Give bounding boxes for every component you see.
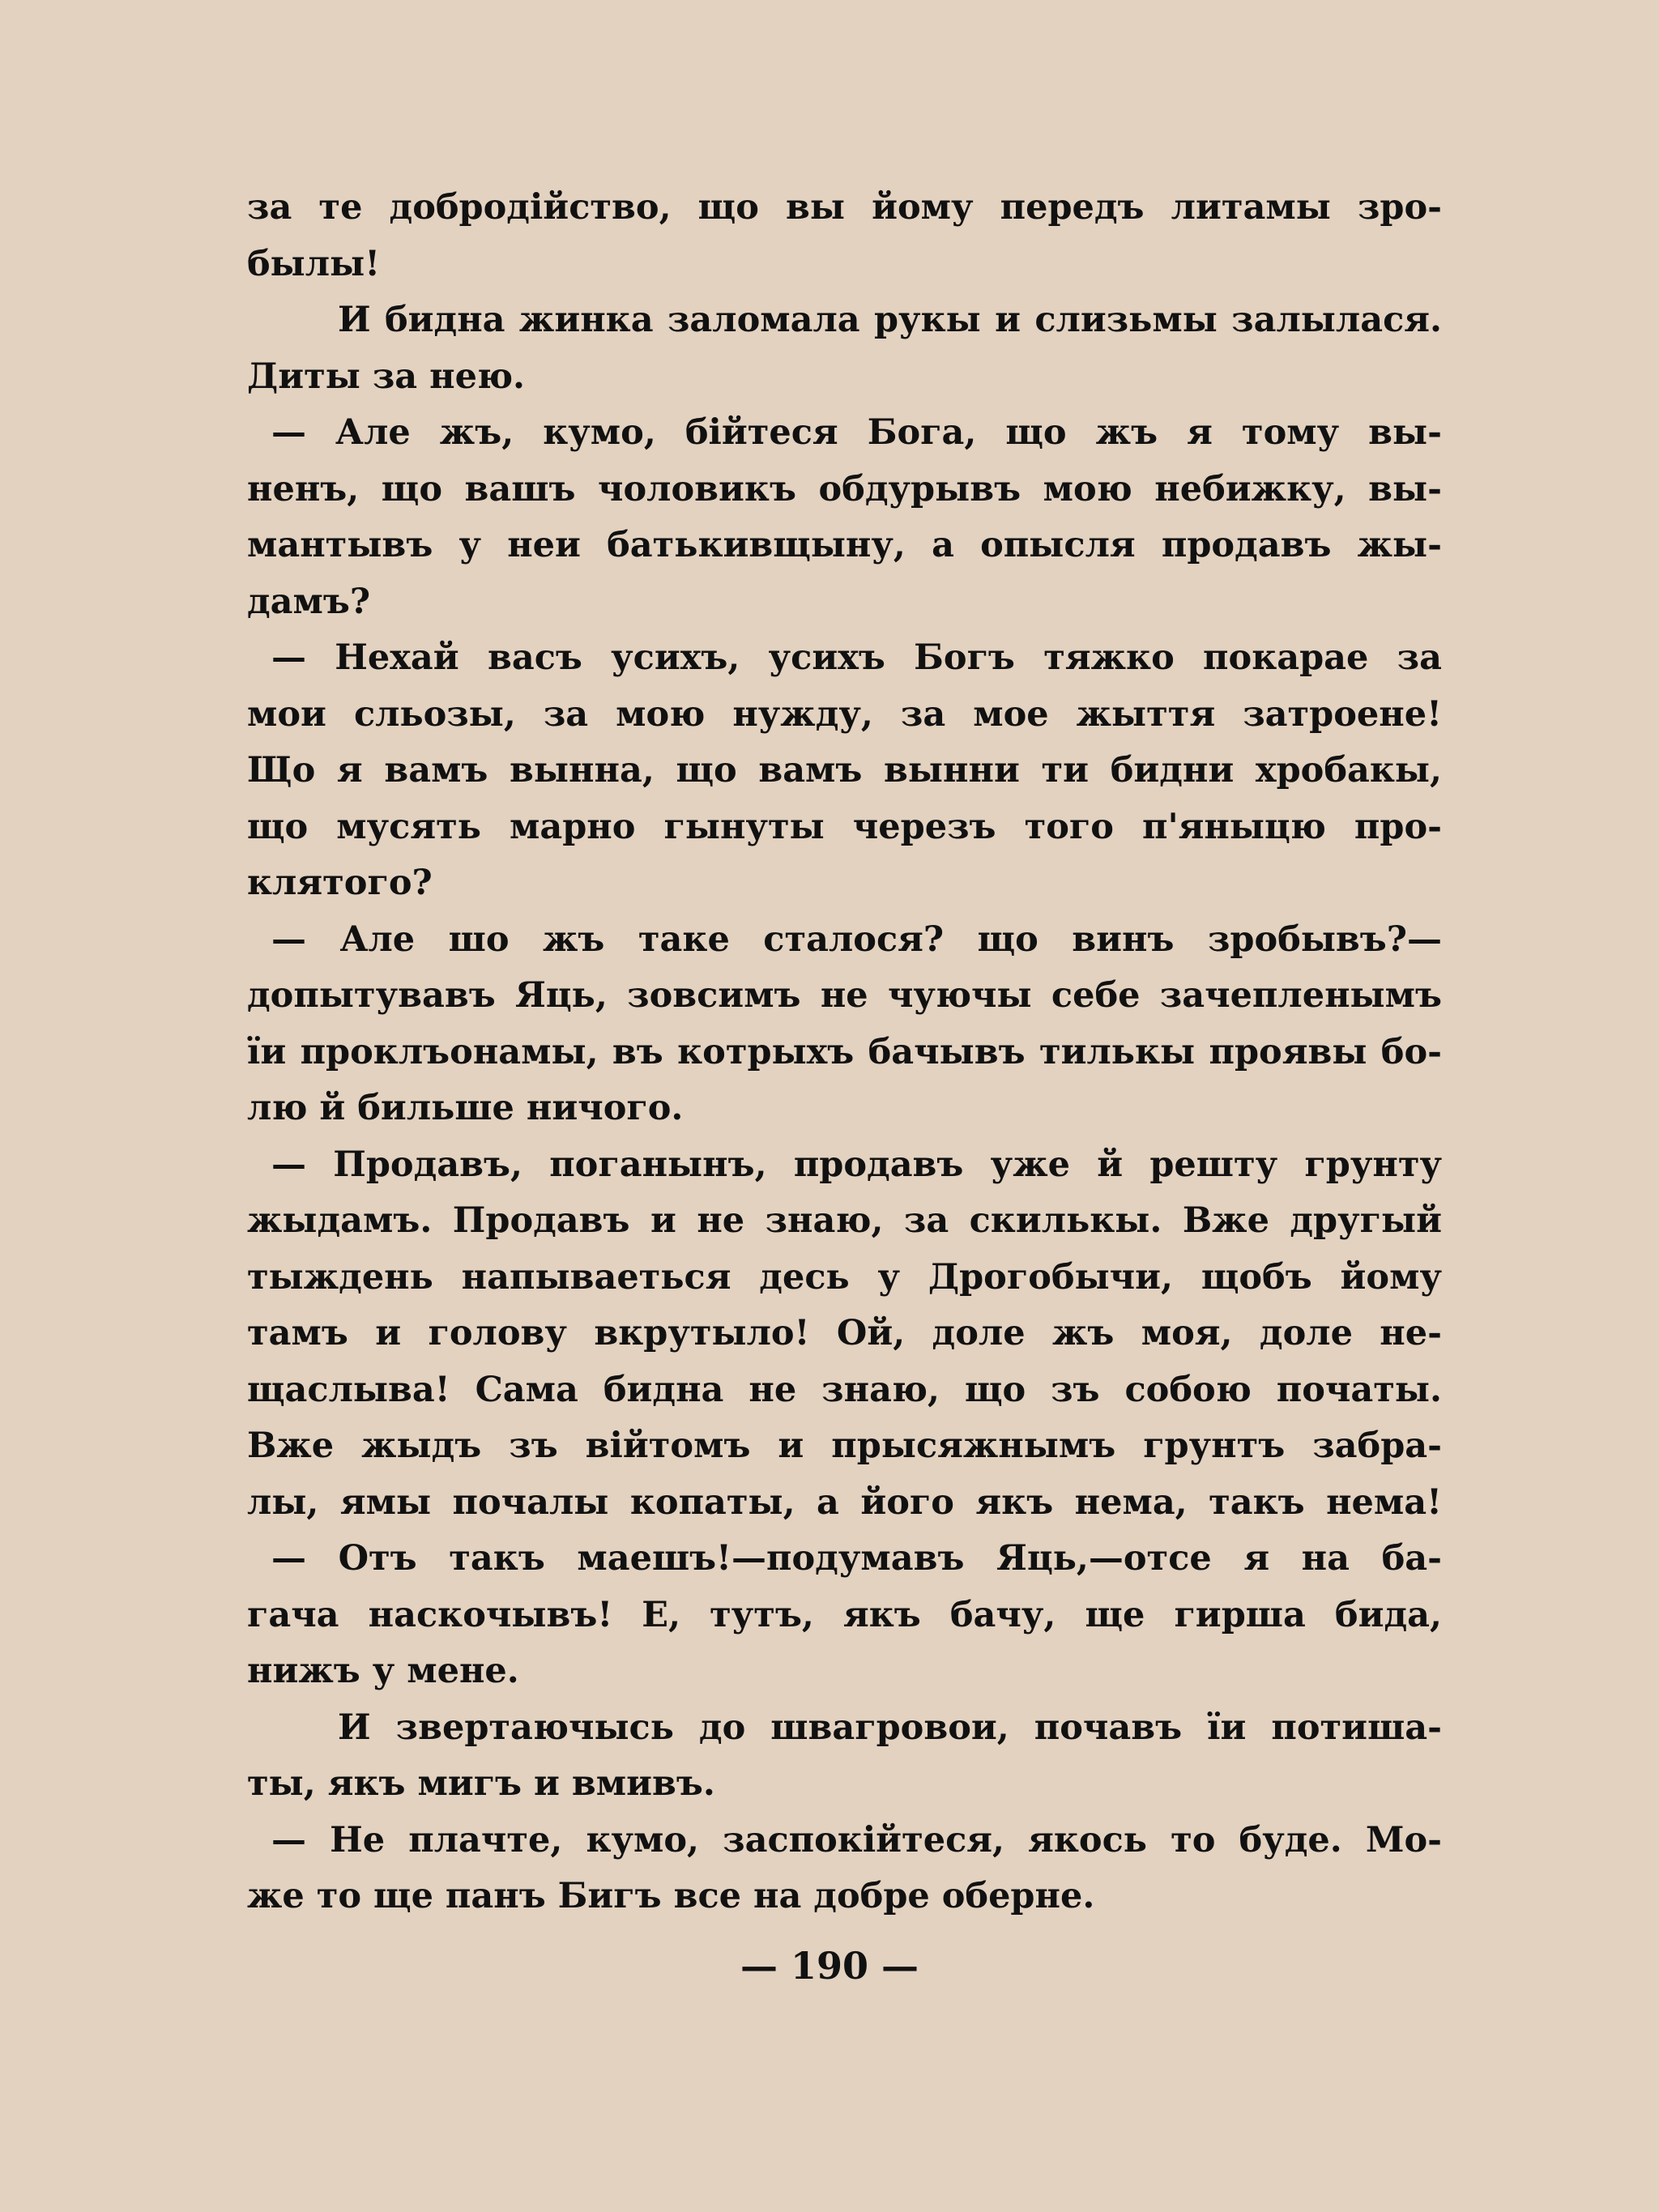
text-line: лы, ямы почалы копаты, а його якъ нема, такъ нема! (247, 1481, 1442, 1523)
text-line: допытувавъ Яць, зовсимъ не чуючы себе зачепленымъ (247, 975, 1442, 1016)
text-line: — Нехай васъ усихъ, усихъ Богъ тяжко покарае за (271, 637, 1442, 678)
text-line: лю й бильше ничого. (247, 1088, 684, 1128)
text-line: — Продавъ, поганынъ, продавъ уже й решту грунту (271, 1144, 1442, 1185)
text-line: мои сльозы, за мою нужду, за мое жыття затроене! (247, 693, 1442, 735)
text-line: щаслыва! Сама бидна не знаю, що зъ собою почaты. (247, 1369, 1442, 1410)
text-line: що мусять марно гынуты черезъ того п'яныцю про- (247, 806, 1442, 847)
page-body-text (247, 180, 1442, 1925)
text-line: И бидна жинка заломала рукы и слизьмы залылася. (338, 300, 1442, 340)
text-line: дамъ? (247, 581, 371, 622)
text-line: — Отъ такъ маешъ!—подумавъ Яць,—отсе я на ба- (271, 1538, 1442, 1579)
text-line: былы! (247, 243, 381, 284)
text-line: за те добродійство, що вы йому передъ литамы зро- (247, 187, 1442, 228)
text-line: — Але жъ, кумо, бійтеся Бога, що жъ я тому вы- (271, 412, 1442, 453)
text-line: — Але шо жъ таке сталося? що винъ зробывъ?— (271, 918, 1442, 960)
text-line: же то ще панъ Бигъ все на добре оберне. (247, 1876, 1095, 1916)
text-line: клятого? (247, 863, 433, 903)
text-line: И звертаючысь до швагровои, почавъ їи потиша- (338, 1707, 1442, 1748)
text-line: Вже жыдъ зъ війтомъ и прысяжнымъ грунтъ забра- (247, 1426, 1442, 1466)
text-line: нижъ у мене. (247, 1651, 519, 1691)
text-line: — Не плачте, кумо, заспокійтеся, якось то буде. Мо- (271, 1819, 1442, 1860)
text-line: гача наскочывъ! Е, тутъ, якъ бачу, ще гирша бида, (247, 1594, 1442, 1635)
text-line: ненъ, що вашъ чоловикъ обдурывъ мою небижку, вы- (247, 468, 1442, 509)
text-line: тамъ и голову вкрутыло! Ой, доле жъ моя, доле не- (247, 1313, 1442, 1353)
text-line: жыдамъ. Продавъ и не знаю, за скилькы. Вже другый (247, 1200, 1442, 1241)
text-line: Що я вамъ вынна, що вамъ вынни ти бидни хробакы, (247, 750, 1442, 791)
text-line: ты, якъ мигъ и вмивъ. (247, 1763, 715, 1804)
text-line: Диты за нею. (247, 356, 526, 397)
text-line: тыждень напываеться десь у Дрогобычи, щобъ йому (247, 1256, 1442, 1298)
text-line: мантывъ у неи батькивщыну, а опысля продавъ жы- (247, 525, 1442, 565)
text-line: їи проклъонамы, въ котрыхъ бачывъ тилькы проявы бо- (247, 1031, 1442, 1072)
page-number: — 190 — (740, 1944, 919, 1988)
